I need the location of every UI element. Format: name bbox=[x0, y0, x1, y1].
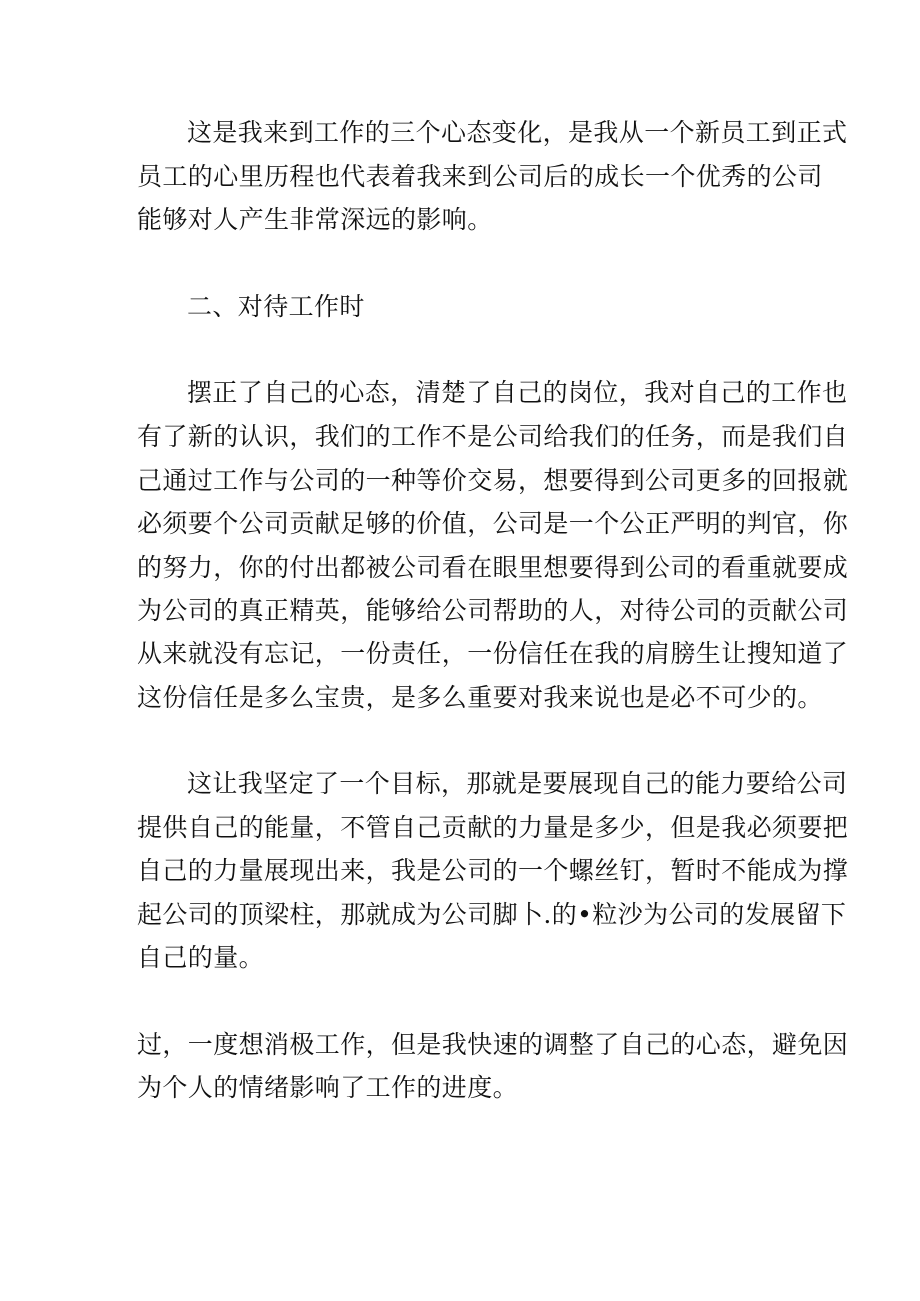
paragraph-1-line-1: 这是我来到工作的三个心态变化，是我从一个新员工到正式 bbox=[187, 118, 848, 147]
section-heading: 二、对待工作时 bbox=[187, 292, 365, 321]
paragraph-2-line-7: 从来就没有忘记，一份责任，一份信任在我的肩膀生让搜知道了 bbox=[137, 639, 849, 668]
paragraph-2-line-3: 己通过工作与公司的一种等价交易，想要得到公司更多的回报就 bbox=[137, 466, 849, 495]
paragraph-2-line-2: 有了新的认识，我们的工作不是公司给我们的任务，而是我们自 bbox=[137, 422, 849, 451]
paragraph-3-line-4: 起公司的顶梁柱，那就成为公司脚卜.的•粒沙为公司的发展留下 bbox=[137, 900, 847, 929]
paragraph-2-line-1: 摆正了自己的心态，清楚了自己的岗位，我对自己的工作也 bbox=[187, 378, 848, 407]
paragraph-1-line-2: 员工的心里历程也代表着我来到公司后的成长一个优秀的公司 bbox=[137, 162, 823, 191]
paragraph-1-line-3: 能够对人产生非常深远的影响。 bbox=[137, 205, 493, 234]
paragraph-2-line-4: 必须要个公司贡献足够的价值，公司是一个公正严明的判官，你 bbox=[137, 509, 849, 538]
paragraph-3-line-2: 提供自己的能量，不管自己贡献的力量是多少，但是我必须要把 bbox=[137, 813, 849, 842]
paragraph-3-line-3: 自己的力量展现出来，我是公司的一个螺丝钉，暂时不能成为撑 bbox=[137, 856, 849, 885]
paragraph-2-line-5: 的努力，你的付出都被公司看在眼里想要得到公司的看重就要成 bbox=[137, 553, 849, 582]
paragraph-4-line-2: 为个人的情绪影响了工作的进度。 bbox=[137, 1073, 519, 1102]
paragraph-3-line-5: 自己的量。 bbox=[137, 943, 265, 972]
paragraph-2-line-8: 这份信任是多么宝贵，是多么重要对我来说也是必不可少的。 bbox=[137, 683, 823, 712]
paragraph-4-line-1: 过，一度想消极工作，但是我快速的调整了自己的心态，避免因 bbox=[137, 1030, 849, 1059]
paragraph-2-line-6: 为公司的真正精英，能够给公司帮助的人，对待公司的贡献公司 bbox=[137, 596, 849, 625]
paragraph-3-line-1: 这让我坚定了一个目标，那就是要展现自己的能力要给公司 bbox=[187, 769, 848, 798]
